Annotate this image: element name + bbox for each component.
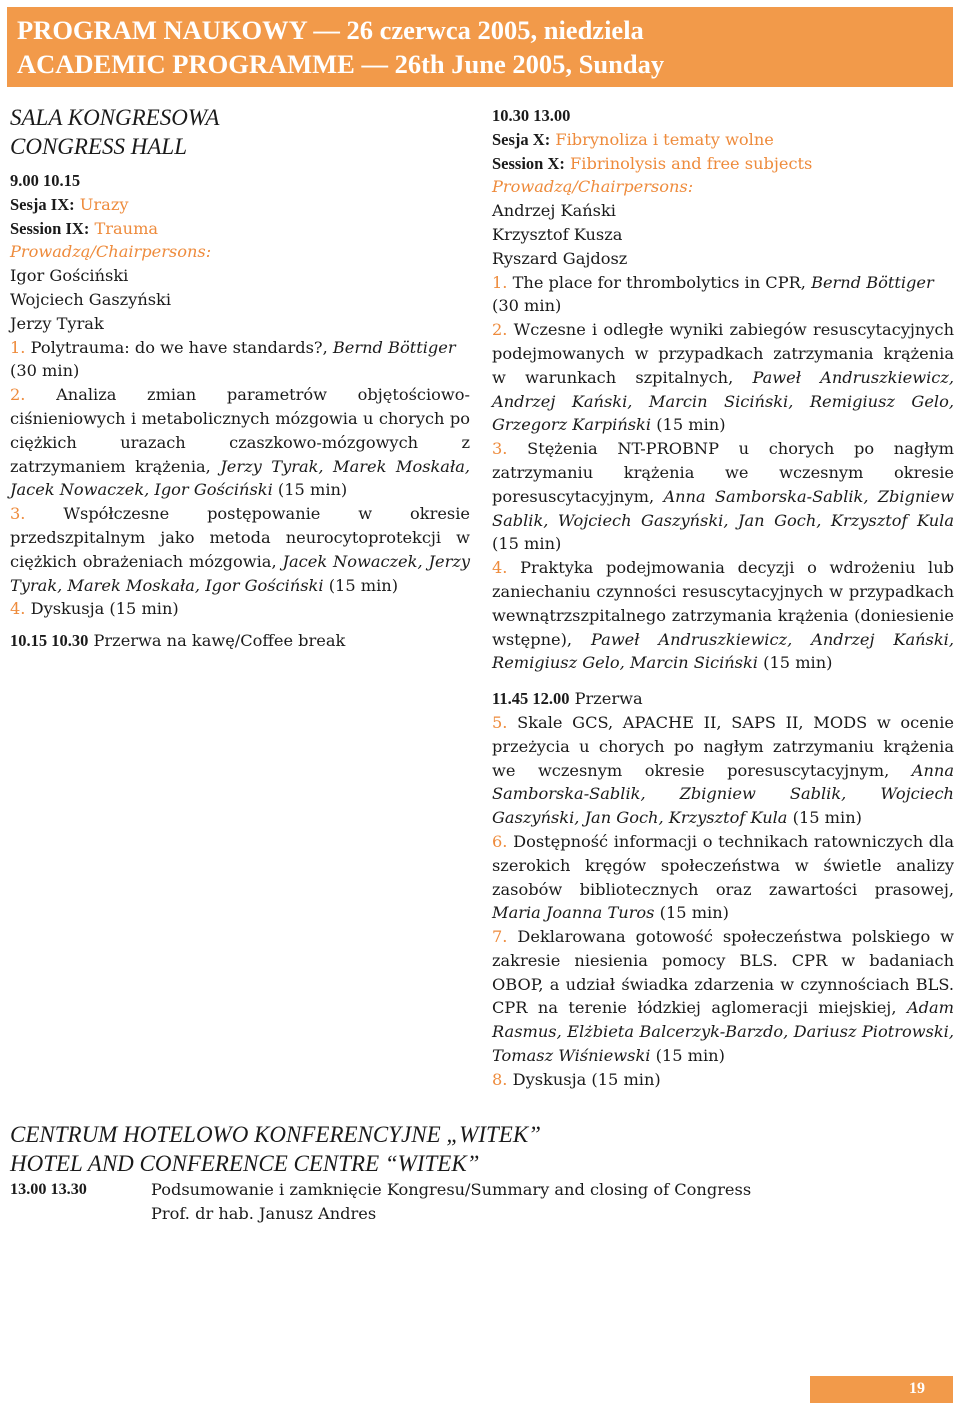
closing-section — [10, 1120, 950, 1226]
page-number: 19 — [810, 1376, 953, 1403]
program-item: 5. Skale GCS, APACHE II, SAPS II, MODS w ocenie przeżycia u chorych po nagłym zatrzymaniu krążenia we wczesnym okresie poresuscytacyjnym, Anna Samborska-Sablik, Zbigniew Sablik, Wojciech Gaszyński, Jan Goch, Krzysztof Kula (15 min) — [492, 712, 954, 828]
chairperson: Andrzej Kański — [492, 201, 616, 221]
left-column — [10, 103, 470, 653]
chairperson: Wojciech Gaszyński — [10, 289, 172, 309]
venue-name-pl: CENTRUM HOTELOWO KONFERENCYJNE „WITEK” — [10, 1122, 541, 1147]
session-time: 9.00 10.15 — [10, 171, 81, 190]
chairperson: Krzysztof Kusza — [492, 224, 623, 244]
program-item: 1. Polytrauma: do we have standards?, Bernd Böttiger (30 min) — [10, 337, 456, 381]
program-item: 2. Wczesne i odległe wyniki zabiegów resuscytacyjnych podejmowanych w przypadkach zatrzymania krążenia w warunkach szpitalnych, Paweł Andruszkiewicz, Andrzej Kański, Marcin Siciński, Remigiusz Gelo, Grzegorz Karpiński (15 min) — [492, 320, 954, 435]
session-title-en: Session IX: Trauma — [10, 218, 159, 238]
session-title-pl: Sesja X: Fibrynoliza i tematy wolne — [492, 129, 774, 149]
page-header-banner — [7, 7, 953, 87]
header-title-en: ACADEMIC PROGRAMME — 26th June 2005, Sunday — [17, 49, 665, 79]
closing-row — [10, 1178, 950, 1226]
program-item: 8. Dyskusja (15 min) — [492, 1069, 661, 1089]
closing-speaker: Prof. dr hab. Janusz Andres — [151, 1203, 377, 1223]
chairpersons-label: Prowadzą/Chairpersons: — [10, 242, 212, 262]
program-item: 6. Dostępność informacji o technikach ratowniczych dla szerokich kręgów społeczeństwa w świetle analizy zasobów bibliotecznych oraz zawartości prasowej, Maria Joanna Turos (15 min) — [492, 831, 954, 923]
break: 11.45 12.00 Przerwa — [492, 689, 643, 709]
program-item: 3. Stężenia NT-PROBNP u chorych po nagłym zatrzymaniu krążenia we wczesnym okresie poresuscytacyjnym, Anna Samborska-Sablik, Zbigniew Sablik, Wojciech Gaszyński, Jan Goch, Krzysztof Kula (15 min) — [492, 439, 954, 554]
program-item: 2. Analiza zmian parametrów objętościowo-ciśnieniowych i metabolicznych mózgowia u chorych po ciężkich urazach czaszkowo-mózgowych z zatrzymaniem krążenia, Jerzy Tyrak, Marek Moskała, Jacek Nowaczek, Igor Gościński (15 min) — [10, 385, 471, 500]
program-item: 4. Dyskusja (15 min) — [10, 599, 179, 619]
hall-name-en: CONGRESS HALL — [10, 134, 187, 159]
hall-name-pl: SALA KONGRESOWA — [10, 105, 220, 130]
session-time: 10.30 13.00 — [492, 106, 571, 125]
closing-text: Podsumowanie i zamknięcie Kongresu/Summary and closing of Congress Prof. dr hab. Janusz Andres — [151, 1178, 751, 1226]
program-item: 1. The place for thrombolytics in CPR, Bernd Böttiger (30 min) — [492, 272, 934, 316]
session-title-pl: Sesja IX: Urazy — [10, 194, 129, 214]
program-item: 3. Współczesne postępowanie w okresie przedszpitalnym jako metoda neurocytoprotekcji w ciężkich obrażeniach mózgowia, Jacek Nowaczek, Jerzy Tyrak, Marek Moskała, Igor Gościński (15 min) — [10, 504, 470, 595]
chairperson: Igor Gościński — [10, 266, 129, 286]
program-item: 7. Deklarowana gotowość społeczeństwa polskiego w zakresie niesienia pomocy BLS. CPR w badaniach OBOP, a udział świadka zdarzenia w czynnościach BLS. CPR na terenie łódzkiej aglomeracji miejskiej, Adam Rasmus, Elżbieta Balcerzyk-Barzdo, Dariusz Piotrowski, Tomasz Wiśniewski (15 min) — [492, 927, 954, 1066]
spacer — [10, 161, 470, 169]
program-item: 4. Praktyka podejmowania decyzji o wdrożeniu lub zaniechaniu czynności resuscytacyjnych w przypadkach wewnątrzszpitalnego zatrzymania krążenia (doniesienie wstępne), Paweł Andruszkiewicz, Andrzej Kański, Remigiusz Gelo, Marcin Siciński (15 min) — [492, 558, 954, 673]
header-title-pl: PROGRAM NAUKOWY — 26 czerwca 2005, niedziela — [17, 15, 644, 45]
coffee-break: 10.15 10.30 Przerwa na kawę/Coffee break — [10, 631, 346, 651]
chairperson: Jerzy Tyrak — [10, 313, 104, 333]
venue-name-en: HOTEL AND CONFERENCE CENTRE “WITEK” — [10, 1151, 480, 1176]
right-column — [492, 104, 954, 1092]
session-title-en: Session X: Fibrinolysis and free subjects — [492, 153, 813, 173]
spacer — [10, 621, 470, 629]
closing-time: 13.00 13.30 — [10, 1180, 87, 1198]
chairpersons-label: Prowadzą/Chairpersons: — [492, 177, 694, 197]
spacer — [492, 675, 954, 687]
chairperson: Ryszard Gajdosz — [492, 248, 628, 268]
